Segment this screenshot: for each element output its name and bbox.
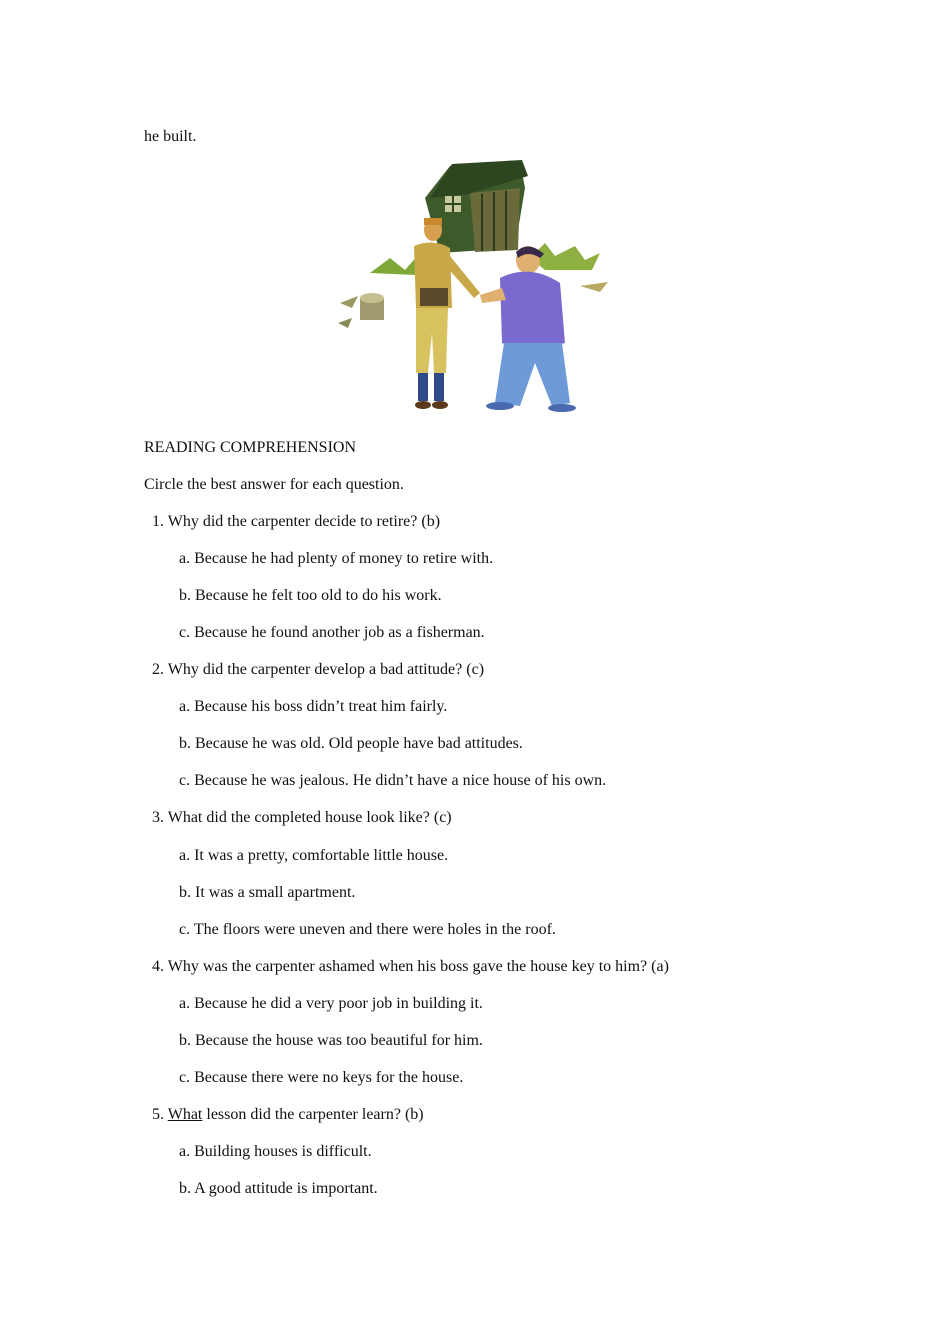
question-text-underlined: What [167,1106,203,1123]
question-1-option-a: a. Because he had plenty of money to retire with. [179,550,494,567]
question-5-option-b: b. A good attitude is important. [179,1180,378,1197]
question-3-option-a: a. It was a pretty, comfortable little house. [179,847,449,864]
carpenter-and-boss-illustration [330,158,615,416]
question-2 [152,660,484,680]
question-text: lesson did the carpenter learn? (b) [202,1106,424,1123]
question-5-option-a: a. Building houses is difficult. [179,1143,372,1160]
question-3-option-c: c. The floors were uneven and there were holes in the roof. [179,921,556,938]
question-4 [152,957,669,977]
question-number: 5. [152,1106,164,1123]
section-title: READING COMPREHENSION [144,439,357,456]
question-4-option-b: b. Because the house was too beautiful for him. [179,1032,483,1049]
question-2-option-c: c. Because he was jealous. He didn’t have a nice house of his own. [179,772,607,789]
question-1-option-c: c. Because he found another job as a fisherman. [179,624,485,641]
question-1-option-b: b. Because he felt too old to do his work. [179,587,442,604]
question-text: What did the completed house look like? (c) [167,809,452,826]
question-4-option-a: a. Because he did a very poor job in building it. [179,995,483,1012]
question-3 [152,808,452,828]
question-3-option-b: b. It was a small apartment. [179,884,356,901]
question-number: 2. [152,661,164,678]
instructions-text: Circle the best answer for each question. [144,476,404,493]
question-text: Why did the carpenter develop a bad attitude? (c) [167,661,485,678]
question-number: 1. [152,513,164,530]
question-1 [152,512,440,532]
question-text: Why was the carpenter ashamed when his boss gave the house key to him? (a) [167,958,669,975]
question-text: Why did the carpenter decide to retire? (b) [167,513,441,530]
question-2-option-b: b. Because he was old. Old people have bad attitudes. [179,735,523,752]
question-number: 4. [152,958,164,975]
intro-tail-text: he built. [144,128,197,145]
question-4-option-c: c. Because there were no keys for the house. [179,1069,464,1086]
question-number: 3. [152,809,164,826]
question-2-option-a: a. Because his boss didn’t treat him fairly. [179,698,448,715]
question-5 [152,1105,424,1125]
